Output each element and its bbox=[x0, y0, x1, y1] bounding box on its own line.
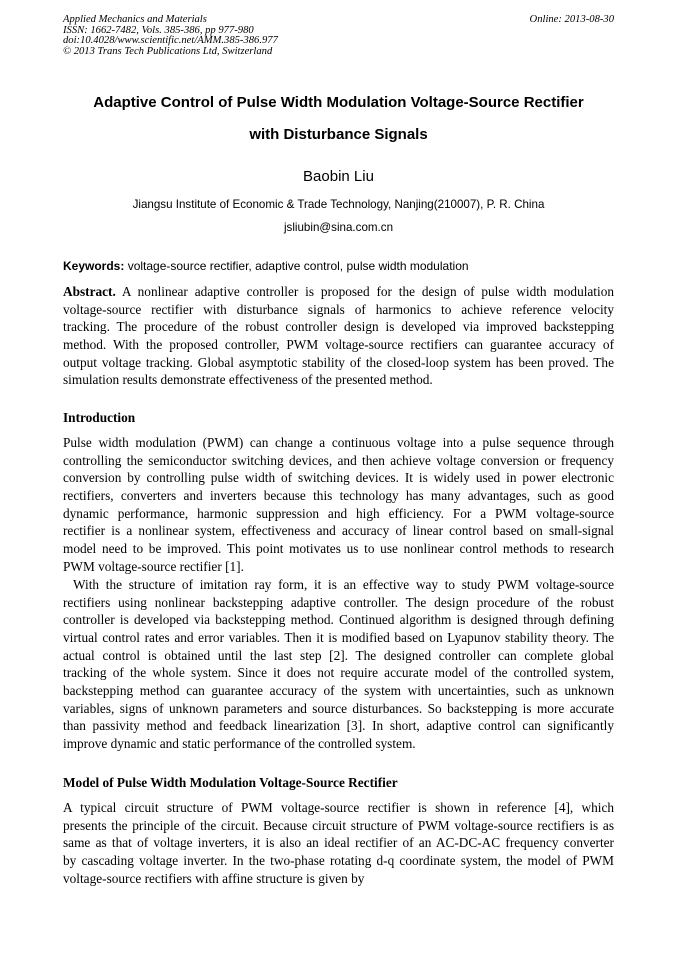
keywords bbox=[63, 259, 614, 273]
text-line: dynamic performance, harmonic suppression and high efficiency. For a PWM voltage-source bbox=[63, 505, 614, 521]
abstract-text: A nonlinear adaptive controller is proposed for the design of pulse width modulation bbox=[115, 284, 614, 299]
text-line: simulation results demonstrate effectiveness of the presented method. bbox=[63, 372, 433, 388]
title-line-2: with Disturbance Signals bbox=[249, 126, 428, 143]
text-line: voltage-source rectifier with disturbance signals of harmonics to achieve reference velocity bbox=[63, 301, 614, 317]
model-paragraph-1 bbox=[63, 799, 614, 887]
keywords-text: voltage-source rectifier, adaptive control, pulse width modulation bbox=[124, 259, 469, 273]
email: jsliubin@sina.com.cn bbox=[283, 221, 394, 234]
text-line: controlling the semiconductor switching devices, and then achieve voltage conversion or frequency bbox=[63, 452, 614, 468]
text-line: actual control is obtained until the last step [2]. The designed controller can complete global bbox=[63, 647, 614, 663]
text-line: tracking. The procedure of the robust controller design is developed via improved backstepping bbox=[63, 319, 614, 335]
text-line: variables, signs of unknown parameters and source disturbances. So backstepping is more accurate bbox=[63, 700, 614, 716]
issn: ISSN: 1662-7482, Vols. 385-386, pp 977-980 bbox=[63, 24, 254, 36]
text-line bbox=[63, 283, 614, 301]
introduction-heading: Introduction bbox=[63, 410, 136, 425]
introduction-paragraph-1 bbox=[63, 434, 614, 575]
text-line: PWM voltage-source rectifier [1]. bbox=[63, 558, 244, 574]
text-line: tracking of the whole system. Since it does not require accurate model of the controlled system, bbox=[63, 665, 614, 681]
keywords-label: Keywords: bbox=[63, 259, 125, 273]
introduction-paragraph-2 bbox=[63, 576, 614, 753]
text-line: rectifier is a nonlinear system, effectiveness and accuracy of linear control based on small-signal bbox=[63, 523, 614, 539]
text-line: Pulse width modulation (PWM) can change a continuous voltage into a pulse sequence through bbox=[63, 435, 614, 450]
text-line: rectifiers using nonlinear backstepping adaptive controller. The design procedure of the robust bbox=[63, 594, 614, 610]
copyright: © 2013 Trans Tech Publications Ltd, Switzerland bbox=[63, 45, 273, 57]
text-line: model need to be improved. This point motivates us to use nonlinear control methods to research bbox=[63, 540, 614, 556]
paper-header bbox=[63, 15, 614, 57]
model-heading: Model of Pulse Width Modulation Voltage-Source Rectifier bbox=[63, 775, 398, 790]
text-line: conversion by controlling pulse width of switching devices. It is widely used in power electronic bbox=[63, 470, 614, 486]
text-line: output voltage tracking. Global asymptotic stability of the closed-loop system has been proved. The bbox=[63, 354, 614, 370]
online-date: Online: 2013-08-30 bbox=[529, 14, 614, 25]
title-line-1: Adaptive Control of Pulse Width Modulation Voltage-Source Rectifier bbox=[93, 94, 584, 111]
text-line: backstepping method can guarantee accuracy of the system with uncertainties, such as unknown bbox=[63, 682, 614, 698]
abstract bbox=[63, 283, 614, 389]
text-line: than passivity method and feedback linearization [3]. In short, adaptive control can significantly bbox=[63, 718, 614, 734]
author: Baobin Liu bbox=[303, 168, 374, 185]
text-line: virtual control rates and error variables. Then it is modified based on Lyapunov stability theory. The bbox=[63, 629, 614, 645]
text-line: voltage-source rectifiers with affine structure is given by bbox=[63, 870, 365, 886]
text-line: by cascading voltage inverter. In the two-phase rotating d-q coordinate system, the model of PWM bbox=[63, 852, 614, 868]
journal-name: Applied Mechanics and Materials bbox=[63, 14, 207, 25]
text-line: method. With the proposed controller, PWM voltage-source rectifiers can guarantee accuracy of bbox=[63, 336, 614, 352]
text-line: presents the principle of the circuit. Because circuit structure of PWM voltage-source rectifiers is as bbox=[63, 817, 614, 833]
text-line: controller is developed via backstepping method. Continued algorithm is designed through defining bbox=[63, 612, 614, 628]
text-line: improve dynamic and static performance of the controlled system. bbox=[63, 735, 416, 751]
abstract-label: Abstract. bbox=[63, 284, 116, 299]
text-line: rectifiers, converters and inverters because this technology has many advantages, such as good bbox=[63, 487, 614, 503]
doi: doi:10.4028/www.scientific.net/AMM.385-386.977 bbox=[63, 35, 278, 47]
text-line: With the structure of imitation ray form, it is an effective way to study PWM voltage-source bbox=[73, 577, 614, 592]
text-line: A typical circuit structure of PWM voltage-source rectifier is shown in reference [4], which bbox=[63, 800, 614, 815]
text-line: same as that of voltage inverters, it is also an ideal rectifier of an AC-DC-AC frequency converter bbox=[63, 835, 614, 851]
affiliation: Jiangsu Institute of Economic & Trade Technology, Nanjing(210007), P. R. China bbox=[132, 198, 545, 211]
